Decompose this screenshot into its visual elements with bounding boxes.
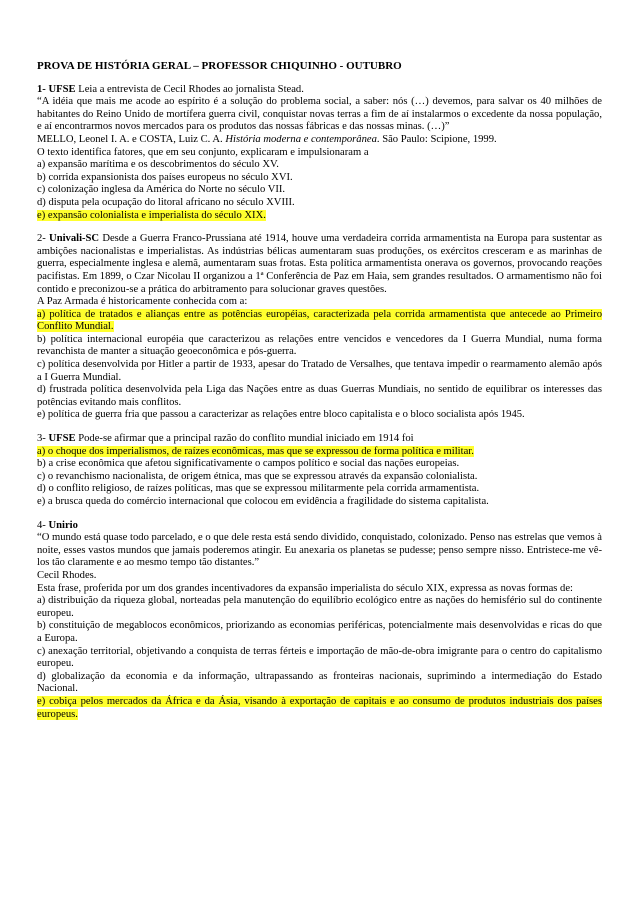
highlighted-answer: e) cobiça pelos mercados da África e da Ásia, visando à exportação de capitais e ao consumo de produtos industriais dos países europeus. [37, 695, 602, 720]
question-number: 1- [37, 83, 46, 95]
question-4 [37, 520, 602, 722]
question-3-stem [37, 433, 602, 446]
question-source: UFSE [48, 433, 76, 445]
question-1-header [37, 84, 602, 97]
option-3b: b) a crise econômica que afetou significativamente o campos político e social das nações europeias. [37, 458, 460, 470]
option-2d: d) frustrada política desenvolvida pela Liga das Nações entre as duas Guerras Mundiais, no sentido de equilibrar os interesses das potências evitando mais conflitos. [37, 384, 602, 408]
option-2c: c) política desenvolvida por Hitler a partir de 1933, apesar do Tratado de Versalhes, que tentava impedir o rearmamento alemão após a I Guerra Mundial. [37, 359, 602, 383]
question-1 [37, 84, 602, 223]
question-intro: Leia a entrevista de Cecil Rhodes ao jornalista Stead. [78, 83, 304, 95]
question-4-header [37, 520, 602, 533]
citation-book: História moderna e contemporânea [225, 133, 377, 145]
page-title: PROVA DE HISTÓRIA GERAL – PROFESSOR CHIQUINHO - OUTUBRO [37, 60, 402, 72]
question-body: Pode-se afirmar que a principal razão do conflito mundial iniciado em 1914 foi [78, 433, 414, 445]
question-2 [37, 233, 602, 422]
option-1b: b) corrida expansionista dos países europeus no século XVI. [37, 171, 293, 183]
question-number: 2- [37, 233, 46, 245]
option-2e: e) política de guerra fria que passou a caracterizar as relações entre bloco capitalista e o bloco socialista após 1945. [37, 409, 525, 421]
option-1c: c) colonização inglesa da América do Norte no século VII. [37, 184, 286, 196]
question-source: Univali-SC [49, 233, 100, 245]
document-page [37, 60, 602, 732]
highlighted-answer: a) o choque dos imperialismos, de raízes econômicas, mas que se expressou de forma política e militar. [37, 445, 474, 457]
option-1d: d) disputa pela ocupação do litoral africano no século XVIII. [37, 196, 295, 208]
question-1-citation [37, 134, 602, 147]
question-body: Desde a Guerra Franco-Prussiana até 1914, houve uma verdadeira corrida armamentista na Europa para sustentar as ambições nacionalistas e imperialistas. As indústrias bélicas aumentaram suas produções, os exércitos cresceram e as marinhas de guerra, especialmente inglesa e alemã, aumentaram suas frotas. Esta política armamentista onerava os governos, provocando reações pacifistas. Em 1899, o Czar Nicolau II organizou a 1ª Conferência de Paz em Haia, sem grandes resultados. O armamentismo não foi contido e preconizou-se a prática do arbitramento para solucionar graves questões. [37, 233, 602, 295]
question-number: 4- [37, 519, 46, 531]
question-number: 3- [37, 433, 46, 445]
question-source: UFSE [48, 83, 76, 95]
question-4-stem: Esta frase, proferida por um dos grandes incentivadores da expansão imperialista do século XIX, expressa as novas formas de: [37, 582, 573, 594]
option-4c: c) anexação territorial, objetivando a conquista de terras férteis e importação de mão-de-obra imigrante para o centro do capitalismo europeu. [37, 645, 602, 670]
option-3e: e) a brusca queda do comércio internacional que colocou em evidência a fragilidade do sistema capitalista. [37, 496, 489, 507]
option-4e [37, 696, 602, 721]
highlighted-answer: e) expansão colonialista e imperialista do século XIX. [37, 209, 266, 221]
question-source: Unirio [48, 519, 78, 531]
option-1a: a) expansão marítima e os descobrimentos do século XV. [37, 159, 279, 171]
question-2-stem: A Paz Armada é historicamente conhecida com a: [37, 296, 248, 308]
option-1e [37, 210, 602, 223]
option-3c: c) o revanchismo nacionalista, de origem étnica, mas que se expressou através da expansão colonialista. [37, 470, 478, 482]
citation-authors: MELLO, Leonel I. A. e COSTA, Luiz C. A. [37, 133, 223, 145]
option-2b: b) política internacional européia que caracterizou as relações entre vencidos e vencedores da I Guerra Mundial, numa forma revanchista de manter a situação geoeconômica e pós-guerra. [37, 333, 602, 358]
option-4a: a) distribuição da riqueza global, norteadas pela manutenção do equilíbrio ecológico entre as nações do hemisfério sul do continente europeu. [37, 595, 602, 619]
option-3a [37, 446, 602, 459]
question-1-quote: “A idéia que mais me acode ao espírito é a solução do problema social, a saber: nós (…) devemos, para salvar os 40 milhões de habitantes do Reino Unido de mortífera guerra civil, conquistar novas terras a fim de aí instalarmos o excedente da nossa população, e aí encontrarmos novos mercados para os produtos das nossas fábricas e das nossas minas. (…)” [37, 96, 602, 133]
option-4b: b) constituição de megablocos econômicos, priorizando as economias periféricas, potencialmente mais desenvolvidas e ricas do que a Europa. [37, 620, 602, 644]
question-4-quote: “O mundo está quase todo parcelado, e o que dele resta está sendo dividido, conquistado, colonizado. Penso nas estrelas que vemos à noite, esses vastos mundos que jamais poderemos atingir. Eu anexaria os planetas se pudesse; penso sempre nisso. Entristece-me vê-los tão claramente e ao mesmo tempo tão distantes.” [37, 532, 602, 569]
citation-publisher: . São Paulo: Scipione, 1999. [376, 133, 497, 145]
question-4-author: Cecil Rhodes. [37, 569, 97, 581]
highlighted-answer: a) política de tratados e alianças entre as potências européias, caracterizada pela corrida armamentista que antecede ao Primeiro Conflito Mundial. [37, 308, 602, 333]
question-1-stem: O texto identifica fatores, que em seu conjunto, explicaram e impulsionaram a [37, 146, 369, 158]
question-3 [37, 433, 602, 509]
question-2-text [37, 233, 602, 296]
option-3d: d) o conflito religioso, de raízes políticas, mas que se expressou militarmente pela corrida armamentista. [37, 483, 480, 495]
option-2a [37, 309, 602, 334]
option-4d: d) globalização da economia e da informação, ultrapassando as fronteiras nacionais, suprimindo a intermediação do Estado Nacional. [37, 670, 602, 695]
